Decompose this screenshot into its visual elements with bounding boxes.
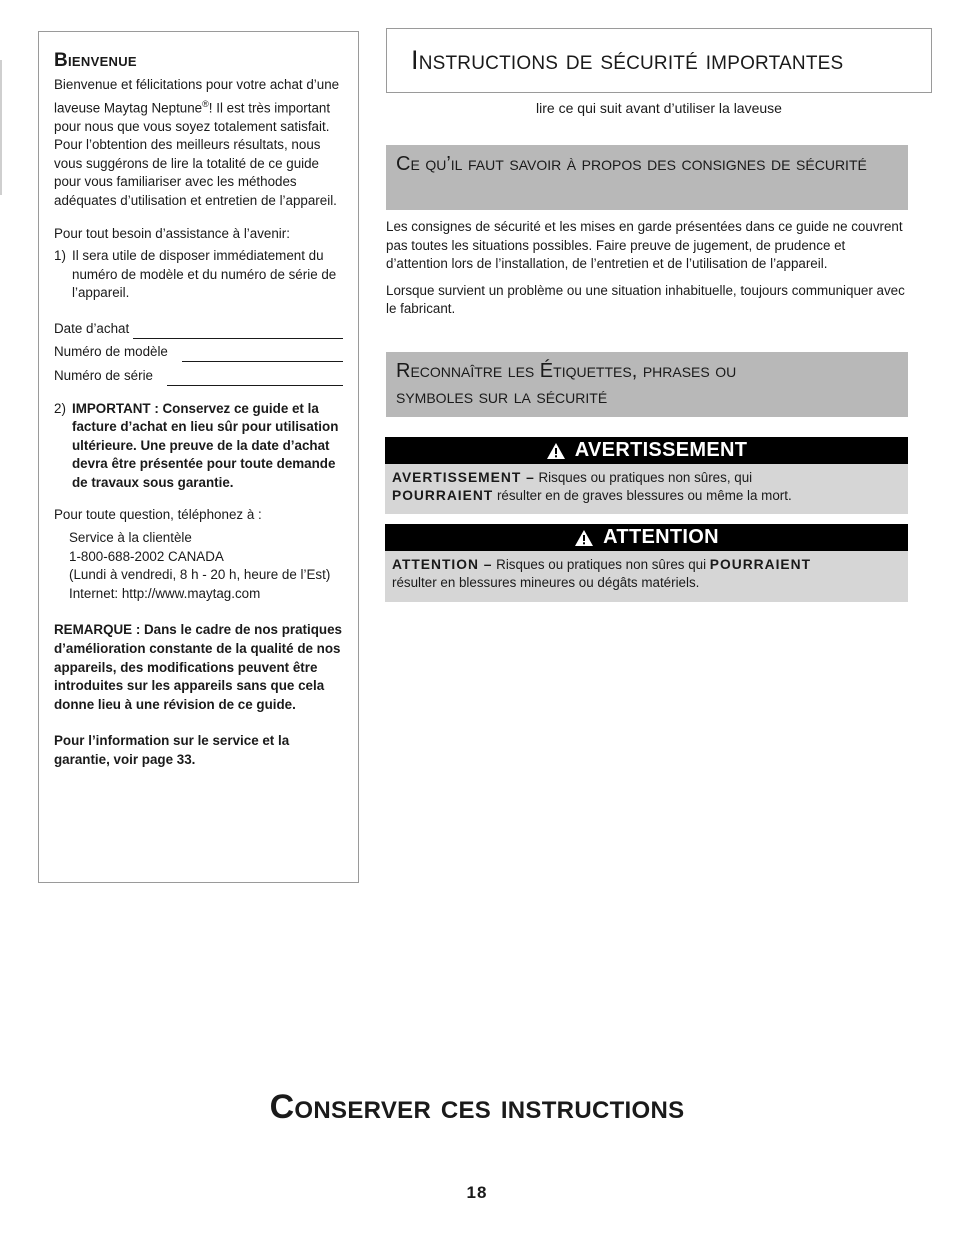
attention-label: ATTENTION — [603, 526, 719, 548]
attention-box — [385, 551, 908, 602]
page-number: 18 — [466, 1183, 488, 1202]
warning-text: résulter en blessures mineures ou dégâts matériels. — [392, 575, 700, 590]
list-number: 2) — [54, 400, 66, 416]
avertissement-label: AVERTISSEMENT — [574, 439, 748, 461]
warning-text: résulter en de graves blessures ou même la mort. — [493, 488, 792, 503]
service-info — [54, 529, 343, 603]
warning-text: Risques ou pratiques non sûres qui — [492, 557, 710, 572]
section-heading-consignes: Ce qu’il faut savoir à propos des consignes de sécurité — [386, 145, 908, 210]
conserver-heading: Conserver ces instructions — [269, 1088, 685, 1126]
fill-line — [167, 372, 343, 386]
keyword: POURRAIENT — [392, 488, 494, 503]
fill-line — [133, 325, 343, 339]
field-date-achat — [54, 315, 343, 339]
registered-mark: ® — [202, 98, 209, 109]
intro-text-a: Bienvenue et félicitations pour votre achat d’une laveuse Maytag Neptune — [54, 77, 340, 116]
avertissement-bar — [385, 437, 908, 464]
field-label: Numéro de série — [54, 367, 153, 383]
attention-bar — [385, 524, 908, 551]
field-numero-serie — [54, 362, 343, 386]
fill-line — [182, 348, 343, 362]
paragraph: Les consignes de sécurité et les mises en garde présentées dans ce guide ne couvrent pas toutes les situations possibles. Faire preuve de jugement, de prudence et d’attention lors de l’installation, de l’entretien et de l’utilisation de l’appareil. — [386, 219, 903, 272]
warning-triangle-icon — [574, 529, 594, 547]
bienvenue-intro — [54, 76, 343, 211]
bienvenue-box — [38, 31, 359, 883]
service-hours: (Lundi à vendredi, 8 h - 20 h, heure de l’Est) — [69, 567, 331, 583]
field-numero-modele — [54, 339, 343, 363]
remarque-text: REMARQUE : Dans le cadre de nos pratiques d’amélioration constante de la qualité de nos appareils, des modifications peuvent être introduites sur les appareils sans que cela donne lieu à une révision de ce guide. — [54, 622, 342, 712]
list-number: 1) — [54, 248, 66, 264]
phone-intro: Pour toute question, téléphonez à : — [54, 507, 262, 523]
warning-text: Risques ou pratiques non sûres, qui — [534, 470, 753, 485]
heading-line: Reconnaître les Étiquettes, phrases ou — [396, 360, 737, 382]
field-label: Date d’achat — [54, 320, 130, 336]
warranty-info: Pour l’information sur le service et la garantie, voir page 33. — [54, 733, 290, 767]
main-title-box — [386, 28, 932, 93]
service-label: Service à la clientèle — [69, 530, 192, 546]
list-text: IMPORTANT : Conservez ce guide et la facture d’achat en lieu sûr pour utilisation ultérieure. Une preuve de la date d’achat devra être présentée pour toute demande de travaux sous garantie. — [72, 400, 339, 490]
service-website: Internet: http://www.maytag.com — [69, 585, 261, 601]
list-item-1 — [54, 247, 343, 303]
intro-text-b: ! Il est très important pour nous que vous soyez totalement satisfait. Pour l’obtention des meilleurs résultats, nous vous suggérons de lire la totalité de ce guide pour vous familiariser avec les méthodes adéquates d’utilisation et entretien de l’appareil. — [54, 100, 337, 209]
assist-text: Pour tout besoin d’assistance à l’avenir: — [54, 225, 290, 241]
avertissement-box — [385, 464, 908, 514]
keyword: ATTENTION – — [392, 557, 493, 572]
warning-triangle-icon — [546, 442, 566, 460]
list-text: Il sera utile de disposer immédiatement du numéro de modèle et du numéro de série de l’appareil. — [72, 248, 337, 301]
paragraph: Lorsque survient un problème ou une situation inhabituelle, toujours communiquer avec le fabricant. — [386, 282, 905, 317]
heading-line: symboles sur la sécurité — [396, 386, 608, 408]
main-title: Instructions de sécurité importantes — [411, 45, 844, 75]
list-item-2 — [54, 400, 343, 493]
keyword: AVERTISSEMENT – — [392, 470, 535, 485]
service-phone: 1-800-688-2002 CANADA — [69, 548, 224, 564]
keyword: POURRAIENT — [709, 557, 812, 572]
bienvenue-heading: Bienvenue — [54, 50, 137, 71]
field-label: Numéro de modèle — [54, 344, 168, 360]
record-fields — [54, 315, 343, 386]
section-body-consignes — [386, 218, 908, 327]
read-first-note: lire ce qui suit avant d’utiliser la laveuse — [536, 100, 782, 116]
section-heading-etiquettes — [386, 352, 908, 417]
page-edge-mark — [0, 60, 2, 195]
